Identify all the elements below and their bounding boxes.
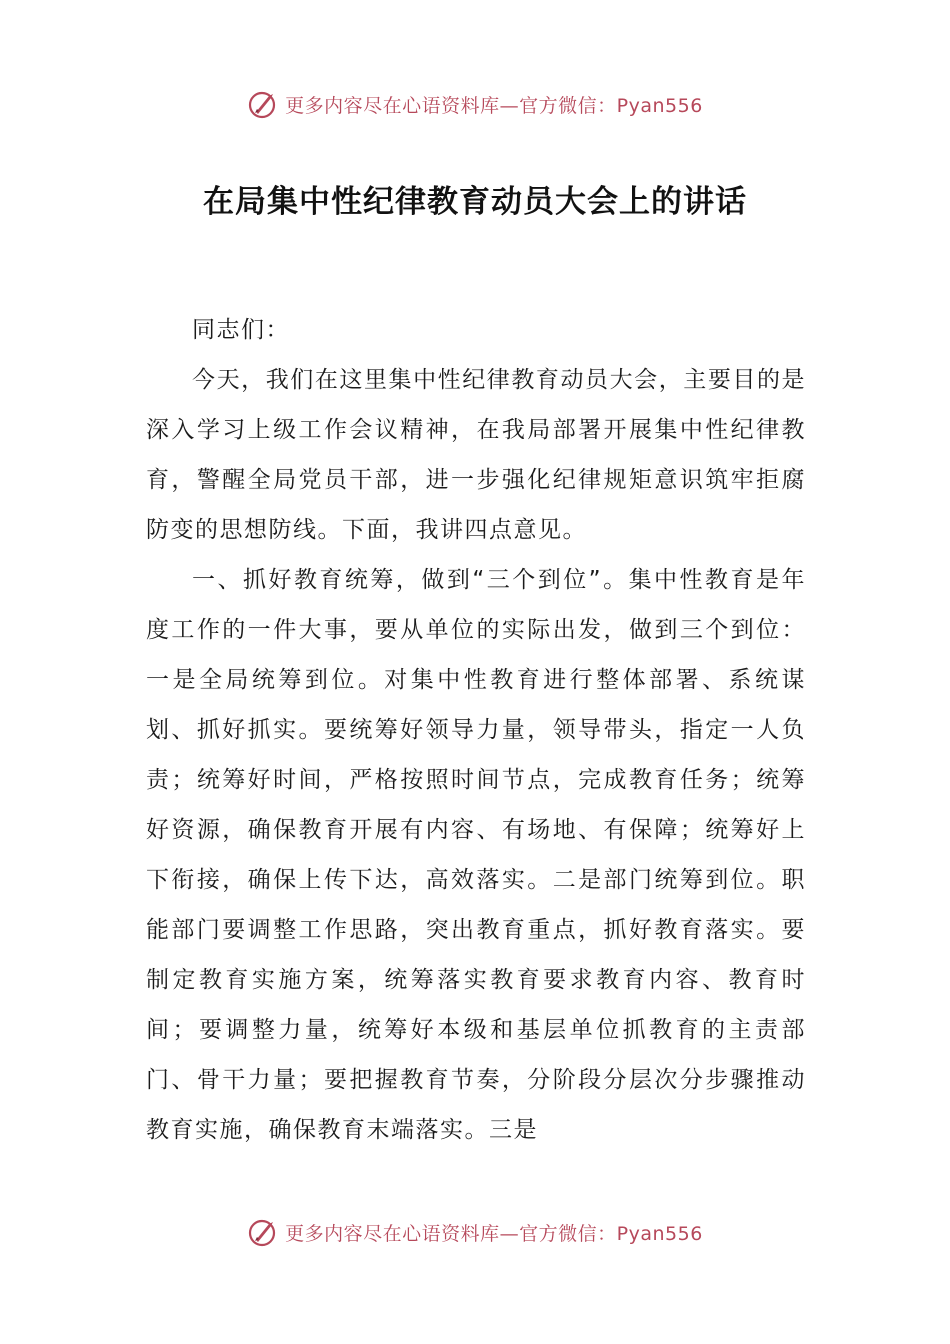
paragraph-intro: 今天，我们在这里集中性纪律教育动员大会，主要目的是深入学习上级工作会议精神，在我局部署开展集中性纪律教育，警醒全局党员干部，进一步强化纪律规矩意识筑牢拒腐防变的思想防线。下面，我讲四点意见。 [146, 367, 806, 543]
watermark-text [285, 1219, 703, 1246]
watermark-wechat-id: Pyan556 [616, 94, 703, 117]
document-body [146, 305, 806, 1155]
watermark-footer [0, 1212, 950, 1252]
watermark-label: 更多内容尽在心语资料库—官方微信： [285, 1222, 617, 1245]
document-title: 在局集中性纪律教育动员大会上的讲话 [203, 184, 747, 220]
salutation: 同志们： [192, 317, 290, 343]
watermark-text [285, 91, 703, 118]
pen-quill-logo-icon [247, 88, 279, 120]
paragraph-section-one: 一、抓好教育统筹，做到“三个到位”。集中性教育是年度工作的一件大事，要从单位的实际出发，做到三个到位：一是全局统筹到位。对集中性教育进行整体部署、系统谋划、抓好抓实。要统筹好领导力量，领导带头，指定一人负责；统筹好时间，严格按照时间节点，完成教育任务；统筹好资源，确保教育开展有内容、有场地、有保障；统筹好上下衔接，确保上传下达，高效落实。二是部门统筹到位。职能部门要调整工作思路，突出教育重点，抓好教育落实。要制定教育实施方案，统筹落实教育要求教育内容、教育时间；要调整力量，统筹好本级和基层单位抓教育的主责部门、骨干力量；要把握教育节奏，分阶段分层次分步骤推动教育实施，确保教育末端落实。三是 [146, 567, 806, 1143]
watermark-wechat-id: Pyan556 [616, 1222, 703, 1245]
watermark-label: 更多内容尽在心语资料库—官方微信： [285, 94, 617, 117]
watermark-header [0, 84, 950, 124]
pen-quill-logo-icon [247, 1216, 279, 1248]
